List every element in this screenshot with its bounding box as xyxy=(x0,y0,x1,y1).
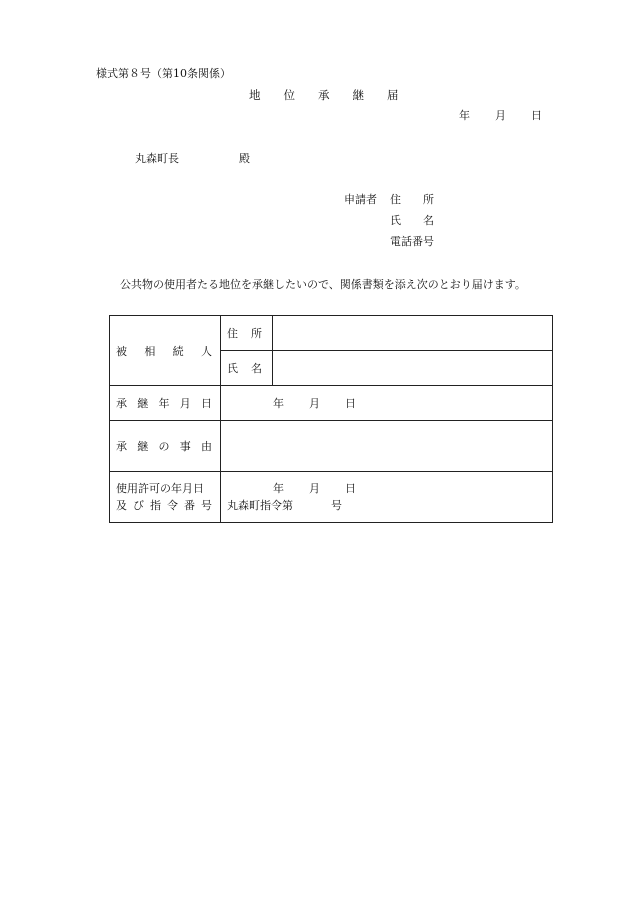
succession-reason-label-cell xyxy=(110,421,221,472)
label-char: 番 xyxy=(184,499,195,512)
decedent-name-field[interactable] xyxy=(273,351,553,386)
decedent-address-field[interactable] xyxy=(273,316,553,351)
label-char: 月 xyxy=(179,397,191,410)
succession-date-field[interactable] xyxy=(221,386,553,421)
label-char: 住 xyxy=(227,327,238,340)
label-char: 氏 xyxy=(227,362,238,375)
label-char: 承 xyxy=(116,397,127,410)
decedent-label-cell xyxy=(110,316,221,386)
title-char: 位 xyxy=(283,88,295,102)
permit-label-cell xyxy=(110,472,221,523)
applicant-address-label: 住 所 xyxy=(390,193,434,206)
succession-reason-field[interactable] xyxy=(221,421,553,472)
label-char: 名 xyxy=(251,362,262,375)
label-char: 継 xyxy=(137,397,149,410)
date-day-label: 日 xyxy=(345,397,356,410)
label-char: 及 xyxy=(116,499,127,512)
label-char: 令 xyxy=(167,499,178,512)
applicant-label: 申請者 xyxy=(344,193,377,206)
label-char: 続 xyxy=(172,344,184,358)
date-month-label: 月 xyxy=(309,482,320,495)
date-month-label: 月 xyxy=(495,109,506,122)
submission-date xyxy=(459,110,542,121)
address-label-cell xyxy=(221,316,273,351)
directive-suffix: 号 xyxy=(331,499,342,512)
table-row xyxy=(110,472,553,523)
permit-label-line2 xyxy=(116,497,220,514)
title-char: 承 xyxy=(318,88,330,102)
name-label-cell xyxy=(221,351,273,386)
label-char: 指 xyxy=(150,499,161,512)
applicant-name-label: 氏 名 xyxy=(390,214,434,227)
applicant-phone-label: 電話番号 xyxy=(390,235,434,248)
label-char: 所 xyxy=(251,327,262,340)
table-row xyxy=(110,316,553,351)
permit-label-line1: 使用許可の年月日 xyxy=(116,482,204,495)
label-char: 人 xyxy=(200,344,212,358)
date-month-label: 月 xyxy=(309,397,320,410)
directive-prefix: 丸森町指令第 xyxy=(227,499,293,512)
label-char: 由 xyxy=(201,440,212,453)
title-char: 地 xyxy=(249,88,261,102)
label-char: 号 xyxy=(201,499,212,512)
label-char: 被 xyxy=(116,344,127,358)
succession-form-table xyxy=(109,315,553,523)
table-row xyxy=(110,386,553,421)
document-title xyxy=(249,90,399,102)
title-char: 届 xyxy=(387,88,399,102)
addressee-name: 丸森町長 xyxy=(135,152,179,165)
addressee-honorific: 殿 xyxy=(239,152,250,165)
label-char: 承 xyxy=(116,440,127,453)
date-day-label: 日 xyxy=(345,482,356,495)
label-char: 継 xyxy=(137,440,149,453)
label-char: の xyxy=(158,440,170,453)
directive-number-line xyxy=(227,497,552,514)
statement-text: 公共物の使用者たる地位を承継したいので、関係書類を添え次のとおり届けます。 xyxy=(120,278,526,291)
date-year-label: 年 xyxy=(273,397,284,410)
permit-info-field[interactable] xyxy=(221,472,553,523)
label-char: 相 xyxy=(144,344,156,358)
label-char: 日 xyxy=(201,397,212,410)
label-char: び xyxy=(133,499,144,512)
label-char: 事 xyxy=(179,440,191,453)
form-number: 様式第８号（第10条関係） xyxy=(96,67,231,80)
title-char: 継 xyxy=(352,88,364,102)
date-year-label: 年 xyxy=(459,109,470,122)
date-day-label: 日 xyxy=(531,109,542,122)
addressee xyxy=(135,153,250,164)
table-row xyxy=(110,421,553,472)
succession-date-label-cell xyxy=(110,386,221,421)
date-year-label: 年 xyxy=(273,482,284,495)
label-char: 年 xyxy=(158,397,170,410)
permit-date-line xyxy=(227,480,552,497)
